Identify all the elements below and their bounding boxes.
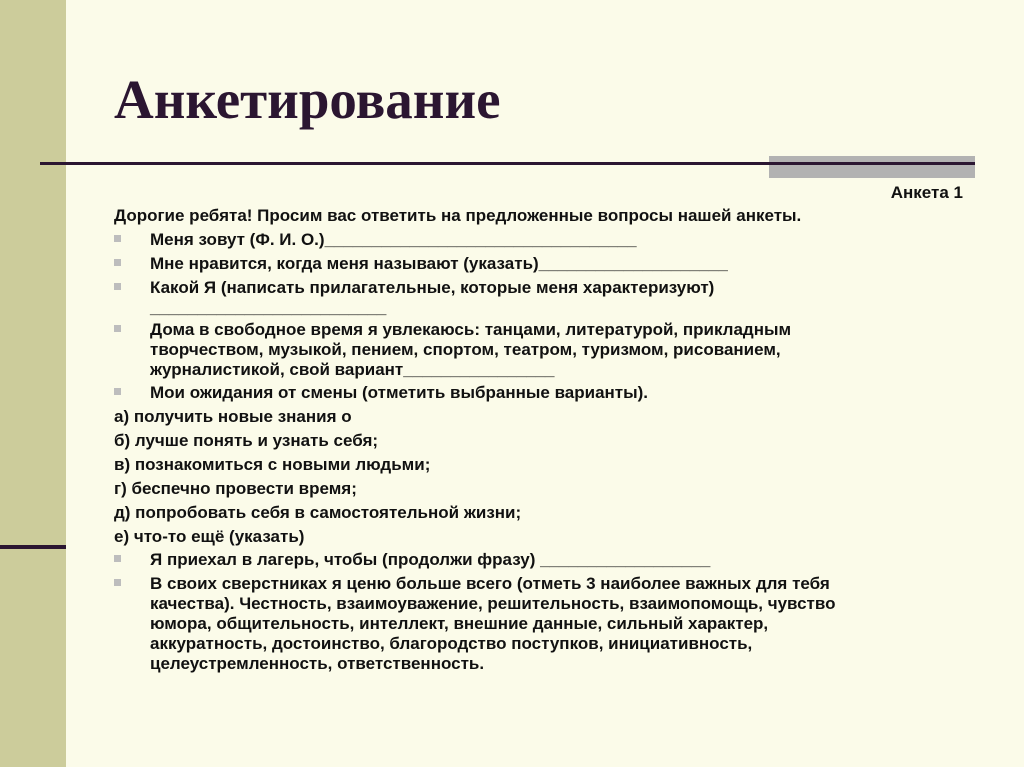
square-bullet-icon	[114, 259, 121, 266]
question-peer-qualities-line3: юмора, общительность, интеллект, внешние данные, сильный характер,	[150, 614, 769, 633]
question-hobbies-line2: творчеством, музыкой, пением, спортом, театром, туризмом, рисованием,	[150, 340, 781, 359]
question-expectations: Мои ожидания от смены (отметить выбранные варианты).	[150, 383, 649, 402]
question-peer-qualities-line1: В своих сверстниках я ценю больше всего (отметь 3 наиболее важных для тебя	[150, 574, 830, 593]
intro-text: Дорогие ребята! Просим вас ответить на предложенные вопросы нашей анкеты.	[114, 206, 802, 225]
question-adjectives-line1: Какой Я (написать прилагательные, которые меня характеризуют)	[150, 278, 715, 297]
square-bullet-icon	[114, 325, 121, 332]
square-bullet-icon	[114, 555, 121, 562]
option-b: б) лучше понять и узнать себя;	[114, 431, 379, 450]
square-bullet-icon	[114, 283, 121, 290]
side-rule	[0, 545, 66, 549]
question-nickname: Мне нравится, когда меня называют (указать)____________________	[150, 254, 728, 273]
question-peer-qualities-line2: качества). Честность, взаимоуважение, решительность, взаимопомощь, чувство	[150, 594, 836, 613]
side-band	[0, 0, 66, 767]
option-c: в) познакомиться с новыми людьми;	[114, 455, 431, 474]
question-name: Меня зовут (Ф. И. О.)_________________________________	[150, 230, 637, 249]
question-adjectives-line2: _________________________	[150, 298, 387, 317]
question-hobbies-line3: журналистикой, свой вариант________________	[150, 360, 555, 379]
option-a: а) получить новые знания о	[114, 407, 352, 426]
question-peer-qualities-line4: аккуратность, достоинство, благородство поступков, инициативность,	[150, 634, 753, 653]
question-hobbies-line1: Дома в свободное время я увлекаюсь: танцами, литературой, прикладным	[150, 320, 792, 339]
slide-title: Анкетирование	[114, 69, 501, 130]
square-bullet-icon	[114, 235, 121, 242]
question-peer-qualities-line5: целеустремленность, ответственность.	[150, 654, 485, 673]
square-bullet-icon	[114, 579, 121, 586]
questionnaire-label: Анкета 1	[890, 183, 963, 202]
option-f: е) что-то ещё (указать)	[114, 527, 305, 546]
option-d: г) беспечно провести время;	[114, 479, 357, 498]
question-camp-purpose: Я приехал в лагерь, чтобы (продолжи фразу) __________________	[150, 550, 711, 569]
square-bullet-icon	[114, 388, 121, 395]
accent-bar	[769, 156, 975, 178]
option-e: д) попробовать себя в самостоятельной жизни;	[114, 503, 522, 522]
